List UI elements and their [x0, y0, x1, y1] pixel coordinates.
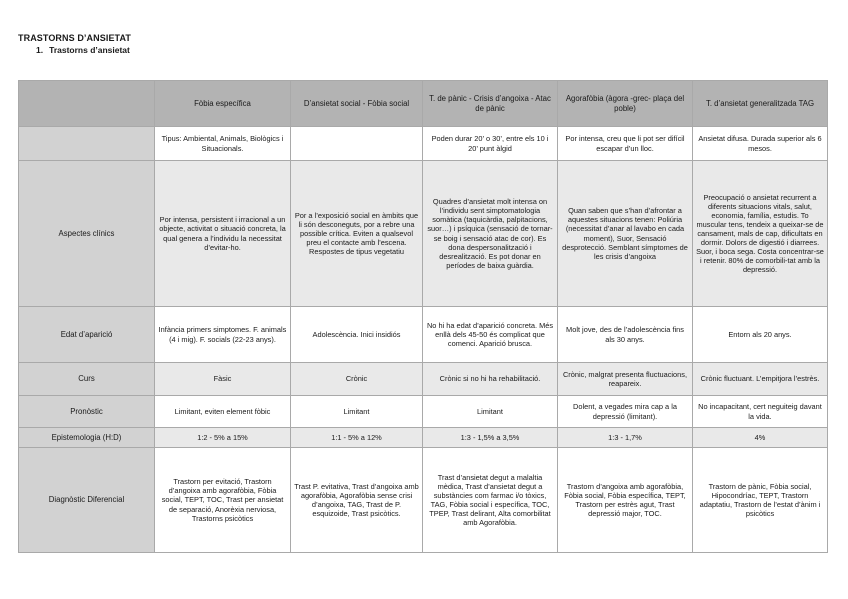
table-row: [19, 127, 828, 161]
header-cell-specific-phobia: Fòbia específica: [155, 81, 291, 127]
header-cell-agoraphobia: Agorafòbia (àgora -grec- plaça del poble): [558, 81, 693, 127]
table-cell: Limitant: [423, 396, 558, 428]
table-cell: Crònic: [291, 363, 423, 396]
table-cell: Quadres d’ansietat molt intensa on l’individu sent simptomatologia somàtica (taquicàrdia, palpitacions, suor…) i psíquica (sensació de tornar-se boig i sensació atac de cor). Es dona despersonalització i desrealització. Es pot donar en períodes de baixa guàrdia.: [423, 161, 558, 307]
table-cell: Crònic fluctuant. L’empitjora l’estrès.: [693, 363, 828, 396]
row-label: Curs: [19, 363, 155, 396]
table-cell: Quan saben que s’han d’afrontar a aquestes situacions tenen: Poliúria (necessitat d’anar al lavabo en cada moment), Suor, Sensació desprotecció. Semblant símptomes de les crisis d’angoixa: [558, 161, 693, 307]
header-cell-panic: T. de pànic - Crisis d’angoixa - Atac de pànic: [423, 81, 558, 127]
document-title: TRASTORNS D’ANSIETAT: [18, 33, 132, 43]
table-cell: Fàsic: [155, 363, 291, 396]
row-label: Pronòstic: [19, 396, 155, 428]
table-cell: Adolescència. Inici insidiós: [291, 307, 423, 363]
table-row: [19, 363, 828, 396]
table-cell: Limitant, eviten element fòbic: [155, 396, 291, 428]
row-label: Aspectes clínics: [19, 161, 155, 307]
table-cell: Entorn als 20 anys.: [693, 307, 828, 363]
header-cell-empty: [19, 81, 155, 127]
row-label: Epistemologia (H:D): [19, 428, 155, 448]
section-heading: [36, 45, 130, 55]
table-cell: Molt jove, des de l’adolescència fins als 30 anys.: [558, 307, 693, 363]
section-number: 1.: [36, 45, 44, 55]
table-cell: 4%: [693, 428, 828, 448]
table-cell: 1:3 - 1,5% a 3,5%: [423, 428, 558, 448]
table-cell: Infància primers simptomes. F. animals (4 i mig). F. socials (22-23 anys).: [155, 307, 291, 363]
table-cell: Poden durar 20’ o 30’, entre els 10 i 20’ punt àlgid: [423, 127, 558, 161]
table-cell: [291, 127, 423, 161]
table-cell: Preocupació o ansietat recurrent a diferents situacions vitals, salut, economia, família, estudis. To muscular tens, tendeix a queixar-se de cansament, mals de cap, dificultats en dormir. Dolors de digestió i diarrees. Suor, i boca sega. Costa concentrar-se i retenir. 80% de comorbili-tat amb la depressió.: [693, 161, 828, 307]
section-title: Trastorns d’ansietat: [49, 45, 130, 55]
table-cell: No incapacitant, cert neguiteig davant la vida.: [693, 396, 828, 428]
table-cell: Crònic, malgrat presenta fluctuacions, reapareix.: [558, 363, 693, 396]
table-cell: Ansietat difusa. Durada superior als 6 mesos.: [693, 127, 828, 161]
header-row: [19, 81, 828, 127]
table-cell: Trast P. evitativa, Trast d’angoixa amb agorafòbia, Agorafòbia sense crisi d’angoixa, TAG, Trast de P. esquizoide, Trast psicòtics.: [291, 448, 423, 553]
table-cell: Por intensa, persistent i irracional a un objecte, activitat o situació concreta, la qual genera a l’individu la necessitat d’evitar-ho.: [155, 161, 291, 307]
table-row: [19, 161, 828, 307]
table-cell: Crònic si no hi ha rehabilitació.: [423, 363, 558, 396]
table-cell: 1:2 - 5% a 15%: [155, 428, 291, 448]
header-cell-gad: T. d’ansietat generalitzada TAG: [693, 81, 828, 127]
header-cell-social-phobia: D’ansietat social - Fòbia social: [291, 81, 423, 127]
table-cell: Trast d’ansietat degut a malaltia mèdica, Trast d’ansietat degut a substàncies com farmac i/o tòxics, TAG, Fòbia social i específica, TOC, TPEP, Trast delirant, Alta comorbilitat amb Agorafòbia.: [423, 448, 558, 553]
table-cell: Trastorn per evitació, Trastorn d’angoixa amb agorafòbia, Fòbia social, TEPT, TOC, Trast per ansietat de separació, Anorèxia nerviosa, Trastorns psicòtics: [155, 448, 291, 553]
table-row: [19, 428, 828, 448]
table-cell: Tipus: Ambiental, Animals, Biològics i Situacionals.: [155, 127, 291, 161]
anxiety-disorders-table: [18, 80, 828, 553]
table-cell: Trastorn d’angoixa amb agorafòbia, Fòbia social, Fòbia específica, TEPT, Trastorn per estrès agut, Trast depressió major, TOC.: [558, 448, 693, 553]
table-cell: No hi ha edat d’aparició concreta. Més enllà dels 45-50 és complicat que comenci. Aparició brusca.: [423, 307, 558, 363]
row-label: Diagnòstic Diferencial: [19, 448, 155, 553]
row-label: Edat d’aparició: [19, 307, 155, 363]
table-cell: 1:3 - 1,7%: [558, 428, 693, 448]
table-cell: Por a l’exposició social en àmbits que li són desconeguts, por a rebre una possible crítica. Eviten a qualsevol preu el contacte amb l’escena. Respostes de tipus vegetatiu: [291, 161, 423, 307]
table-cell: Por intensa, creu que li pot ser difícil escapar d’un lloc.: [558, 127, 693, 161]
table-cell: Trastorn de pànic, Fòbia social, Hipocondríac, TEPT, Trastorn adaptatiu, Trastorn de l’estat d’ànim i psicòtics: [693, 448, 828, 553]
table-row: [19, 448, 828, 553]
table-row: [19, 396, 828, 428]
table-cell: Limitant: [291, 396, 423, 428]
table-cell: Dolent, a vegades mira cap a la depressió (limitant).: [558, 396, 693, 428]
row-label: [19, 127, 155, 161]
table-row: [19, 307, 828, 363]
table-cell: 1:1 - 5% a 12%: [291, 428, 423, 448]
